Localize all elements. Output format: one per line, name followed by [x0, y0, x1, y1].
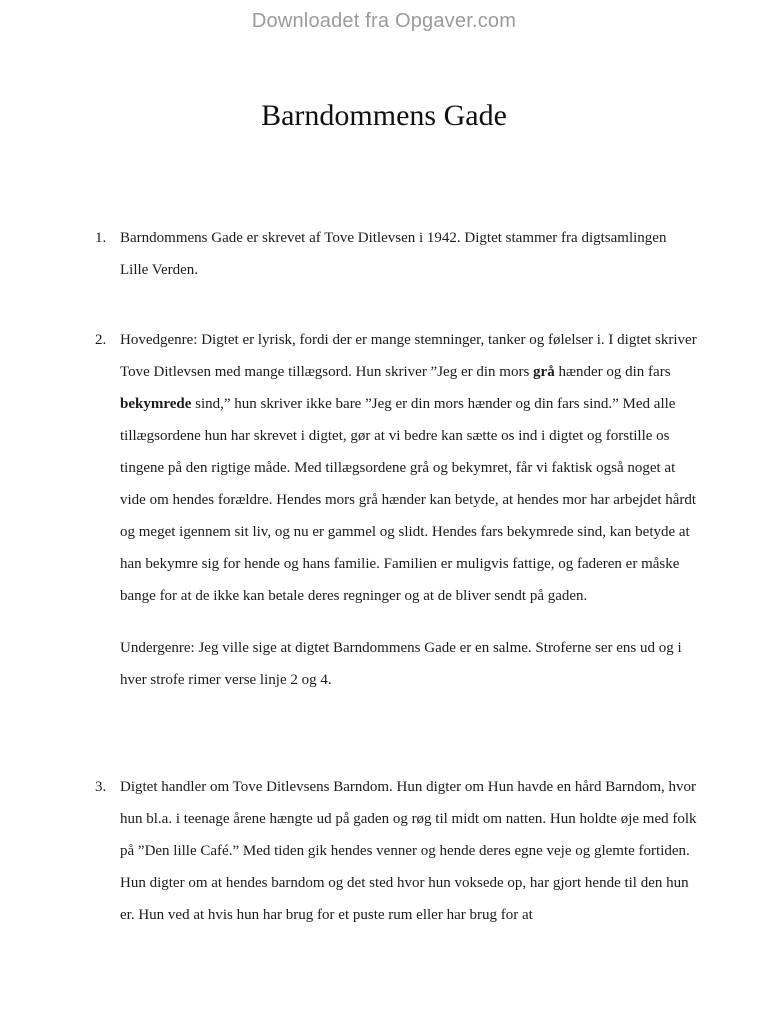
item-2-bold-word-graa: grå [533, 364, 555, 380]
item-2-paragraph [120, 324, 697, 612]
numbered-item-1 [95, 222, 697, 286]
item-2-bold-word-bekymrede: bekymrede [120, 396, 192, 412]
numbered-item-2 [95, 324, 697, 612]
item-1-paragraph: Barndommens Gade er skrevet af Tove Ditlevsen i 1942. Digtet stammer fra digtsamlingen Lille Verden. [120, 230, 667, 278]
item-1-number: 1. [95, 230, 107, 246]
page-title: Barndommens Gade [261, 99, 507, 132]
watermark-header: Downloadet fra Opgaver.com [251, 10, 517, 32]
item-2-text-segment: hænder og din fars [554, 364, 671, 380]
item-2-text-segment: Hovedgenre: Digtet er lyrisk, fordi der er mange stemninger, tanker og følelser i. I digtet skriver Tove Ditlevsen med mange tillægsord. Hun skriver ”Jeg er din mors [120, 332, 697, 380]
item-2-text-segment: sind,” hun skriver ikke bare ”Jeg er din mors hænder og din fars sind.” Med alle tillægsordene hun har skrevet i digtet, gør at vi bedre kan sætte os ind i digtet og forstille os tingene på den rigtige måde. Med tillægsordene grå og bekymret, får vi faktisk også noget at vide om hendes forældre. Hendes mors grå hænder kan betyde, at hendes mor har arbejdet hårdt og meget igennem sit liv, og nu er gammel og slidt. Hendes fars bekymrede sind, kan betyde at han bekymre sig for hende og hans familie. Familien er muligvis fattige, og faderen er måske bange for at de ikke kan betale deres regninger og at de bliver sendt på gaden. [120, 396, 697, 604]
item-2-number: 2. [95, 332, 107, 348]
item-3-number: 3. [95, 779, 107, 795]
item-3-paragraph: Digtet handler om Tove Ditlevsens Barndom. Hun digter om Hun havde en hård Barndom, hvor hun bl.a. i teenage årene hængte ud på gaden og røg til midt om natten. Hun holdte øje med folk på ”Den lille Café.” Med tiden gik hendes venner og hende deres egne veje og glemte fortiden. Hun digter om at hendes barndom og det sted hvor hun voksede op, har gjort hende til den hun er. Hun ved at hvis hun har brug for et puste rum eller har brug for at [120, 779, 697, 923]
numbered-item-3 [95, 771, 697, 931]
undergenre-paragraph: Undergenre: Jeg ville sige at digtet Barndommens Gade er en salme. Stroferne ser ens ud og i hver strofe rimer verse linje 2 og 4. [120, 640, 682, 688]
